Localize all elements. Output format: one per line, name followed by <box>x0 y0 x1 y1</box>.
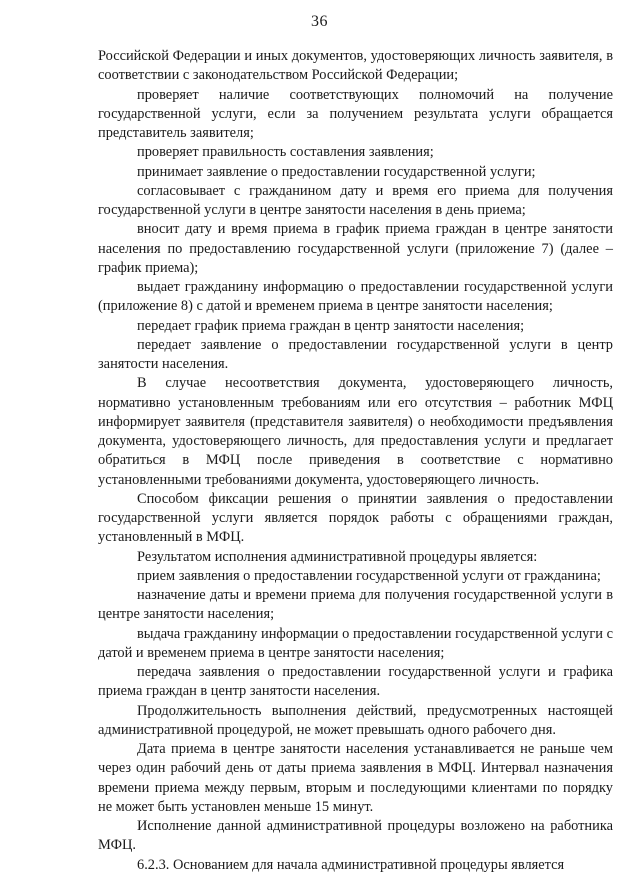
document-body <box>98 47 613 875</box>
paragraph: выдает гражданину информацию о предоставлении государственной услуги (приложение 8) с датой и временем приема в центре занятости населения; <box>98 279 613 315</box>
paragraph: принимает заявление о предоставлении государственной услуги; <box>137 163 536 180</box>
paragraph: передает график приема граждан в центр занятости населения; <box>137 317 525 334</box>
paragraph: выдача гражданину информации о предоставлении государственной услуги с датой и временем приема в центре занятости населения; <box>98 625 613 661</box>
paragraph: Дата приема в центре занятости населения устанавливается не раньше чем через один рабочий день от даты приема заявления в МФЦ. Интервал назначения времени приема между первым, вторым и последующими клиентами по порядку не может быть установлен меньше 15 минут. <box>98 741 613 815</box>
paragraph: 6.2.3. Основанием для начала административной процедуры является <box>137 856 565 873</box>
paragraph: согласовывает с гражданином дату и время его приема для получения государственной услуги в центре занятости населения в день приема; <box>98 182 613 218</box>
paragraph: В случае несоответствия документа, удостоверяющего личность, нормативно установленным требованиям или его отсутствия – работник МФЦ информирует заявителя (представителя заявителя) о необходимости предъявления документа, удостоверяющего личность, для предоставления услуги и предлагает обратиться в МФЦ после приведения в соответствие с нормативно установленными требованиями документа, удостоверяющего личность. <box>98 375 613 488</box>
paragraph: передает заявление о предоставлении государственной услуги в центр занятости населения. <box>98 336 613 372</box>
paragraph: Исполнение данной административной процедуры возложено на работника МФЦ. <box>98 818 613 854</box>
paragraph: прием заявления о предоставлении государственной услуги от гражданина; <box>137 567 601 584</box>
paragraph: вносит дату и время приема в график приема граждан в центре занятости населения по предоставлению государственной услуги (приложение 7) (далее – график приема); <box>98 221 613 276</box>
paragraph: назначение даты и времени приема для получения государственной услуги в центре занятости населения; <box>98 587 613 623</box>
page-number: 36 <box>311 13 328 30</box>
paragraph-continuation: Российской Федерации и иных документов, удостоверяющих личность заявителя, в соответствии с законодательством Российской Федерации; <box>98 48 613 84</box>
paragraph: Результатом исполнения административной процедуры является: <box>137 548 538 565</box>
paragraph: проверяет наличие соответствующих полномочий на получение государственной услуги, если за получением результата услуги обращается представитель заявителя; <box>98 86 613 141</box>
paragraph: проверяет правильность составления заявления; <box>137 144 434 161</box>
paragraph: Продолжительность выполнения действий, предусмотренных настоящей административной процедурой, не может превышать одного рабочего дня. <box>98 702 613 738</box>
paragraph: передача заявления о предоставлении государственной услуги и графика приема граждан в центр занятости населения. <box>98 664 613 700</box>
paragraph: Способом фиксации решения о принятии заявления о предоставлении государственной услуги является порядок работы с обращениями граждан, установленный в МФЦ. <box>98 490 613 546</box>
